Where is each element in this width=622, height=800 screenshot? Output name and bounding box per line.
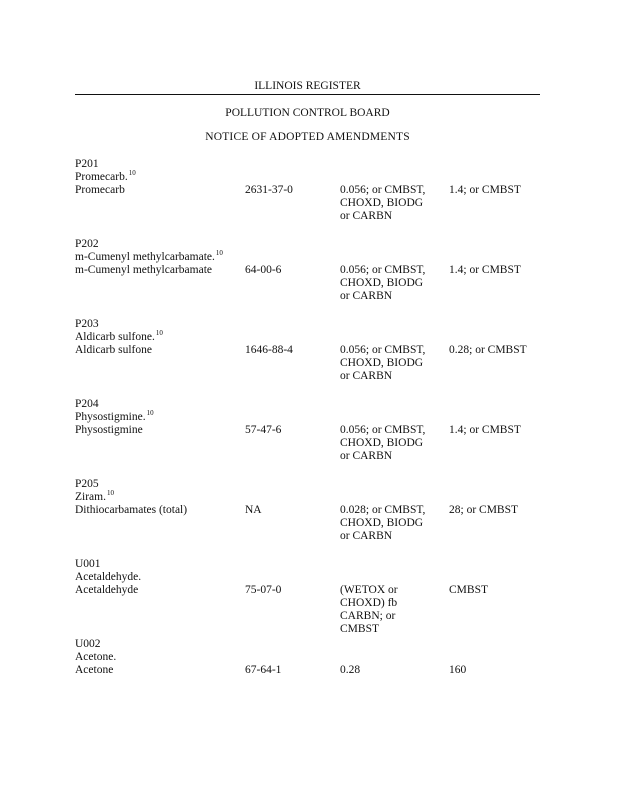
waste-code: P204 bbox=[75, 398, 99, 410]
wastewater-standard-line: or CARBN bbox=[340, 370, 393, 382]
waste-code: U002 bbox=[75, 638, 101, 650]
cas-number: 67-64-1 bbox=[245, 664, 282, 676]
wastewater-standard bbox=[340, 664, 450, 677]
notice-title: NOTICE OF ADOPTED AMENDMENTS bbox=[205, 131, 410, 143]
wastewater-standard-line: 0.056; or CMBST, bbox=[340, 424, 426, 436]
nonwastewater-standard: 160 bbox=[449, 664, 467, 676]
cas-number: 64-00-6 bbox=[245, 264, 282, 276]
waste-code-entry bbox=[75, 478, 555, 558]
constituent-row bbox=[75, 664, 555, 716]
waste-code-entry bbox=[75, 158, 555, 238]
wastewater-standard bbox=[340, 584, 450, 636]
cas-number: 75-07-0 bbox=[245, 584, 282, 596]
footnote-marker: 10 bbox=[146, 409, 154, 417]
constituent-row bbox=[75, 184, 555, 236]
waste-code-list bbox=[75, 158, 555, 718]
waste-description bbox=[75, 251, 555, 264]
constituent-name: Acetaldehyde bbox=[75, 584, 139, 596]
waste-code-entry bbox=[75, 558, 555, 638]
nonwastewater-standard: 1.4; or CMBST bbox=[449, 184, 521, 196]
register-title: ILLINOIS REGISTER bbox=[254, 80, 361, 92]
wastewater-standard-line: CHOXD, BIODG bbox=[340, 357, 424, 369]
cas-number: 57-47-6 bbox=[245, 424, 282, 436]
footnote-marker: 10 bbox=[155, 329, 163, 337]
footnote-marker: 10 bbox=[215, 249, 223, 257]
waste-description-text: Physostigmine. bbox=[75, 411, 146, 423]
waste-description bbox=[75, 571, 555, 584]
constituent-name: Acetone bbox=[75, 664, 114, 676]
wastewater-standard-line: 0.28 bbox=[340, 664, 361, 676]
waste-description-text: Aldicarb sulfone. bbox=[75, 331, 155, 343]
wastewater-standard-line: 0.056; or CMBST, bbox=[340, 184, 426, 196]
wastewater-standard-line: 0.056; or CMBST, bbox=[340, 264, 426, 276]
waste-description bbox=[75, 171, 555, 184]
footnote-marker: 10 bbox=[128, 169, 136, 177]
wastewater-standard-line: or CARBN bbox=[340, 530, 393, 542]
wastewater-standard bbox=[340, 344, 450, 383]
cas-number: 1646-88-4 bbox=[245, 344, 293, 356]
waste-description-text: m-Cumenyl methylcarbamate. bbox=[75, 251, 215, 263]
nonwastewater-standard: CMBST bbox=[449, 584, 488, 596]
wastewater-standard-line: or CARBN bbox=[340, 450, 393, 462]
waste-code-entry bbox=[75, 398, 555, 478]
wastewater-standard-line: CHOXD, BIODG bbox=[340, 517, 424, 529]
cas-number: NA bbox=[245, 504, 262, 516]
constituent-row bbox=[75, 504, 555, 556]
constituent-name: Aldicarb sulfone bbox=[75, 344, 152, 356]
wastewater-standard-line: CHOXD, BIODG bbox=[340, 197, 424, 209]
wastewater-standard-line: (WETOX or bbox=[340, 584, 398, 596]
waste-description-text: Acetaldehyde. bbox=[75, 571, 142, 583]
waste-code: P203 bbox=[75, 318, 99, 330]
wastewater-standard-line: 0.056; or CMBST, bbox=[340, 344, 426, 356]
waste-description-text: Acetone. bbox=[75, 651, 117, 663]
register-header bbox=[75, 80, 540, 95]
wastewater-standard-line: CHOXD) fb bbox=[340, 597, 398, 609]
constituent-name: m-Cumenyl methylcarbamate bbox=[75, 264, 212, 276]
footnote-marker: 10 bbox=[106, 489, 114, 497]
waste-code-entry bbox=[75, 318, 555, 398]
waste-code-entry bbox=[75, 638, 555, 718]
wastewater-standard bbox=[340, 424, 450, 463]
nonwastewater-standard: 1.4; or CMBST bbox=[449, 264, 521, 276]
constituent-row bbox=[75, 424, 555, 476]
waste-code-entry bbox=[75, 238, 555, 318]
wastewater-standard-line: or CARBN bbox=[340, 290, 393, 302]
constituent-name: Promecarb bbox=[75, 184, 125, 196]
board-name: POLLUTION CONTROL BOARD bbox=[225, 107, 390, 119]
wastewater-standard-line: CARBN; or bbox=[340, 610, 396, 622]
waste-description-text: Promecarb. bbox=[75, 171, 128, 183]
nonwastewater-standard: 1.4; or CMBST bbox=[449, 424, 521, 436]
waste-description bbox=[75, 651, 555, 664]
wastewater-standard-line: 0.028; or CMBST, bbox=[340, 504, 426, 516]
wastewater-standard-line: or CARBN bbox=[340, 210, 393, 222]
nonwastewater-standard: 0.28; or CMBST bbox=[449, 344, 527, 356]
constituent-name: Physostigmine bbox=[75, 424, 143, 436]
waste-code: P201 bbox=[75, 158, 99, 170]
waste-description bbox=[75, 411, 555, 424]
cas-number: 2631-37-0 bbox=[245, 184, 293, 196]
wastewater-standard-line: CMBST bbox=[340, 623, 379, 635]
constituent-row bbox=[75, 344, 555, 396]
waste-code: P205 bbox=[75, 478, 99, 490]
waste-description-text: Ziram. bbox=[75, 491, 106, 503]
nonwastewater-standard: 28; or CMBST bbox=[449, 504, 519, 516]
constituent-row bbox=[75, 584, 555, 636]
wastewater-standard bbox=[340, 264, 450, 303]
wastewater-standard-line: CHOXD, BIODG bbox=[340, 277, 424, 289]
constituent-name: Dithiocarbamates (total) bbox=[75, 504, 188, 516]
waste-description bbox=[75, 491, 555, 504]
wastewater-standard bbox=[340, 504, 450, 543]
waste-code: U001 bbox=[75, 558, 101, 570]
waste-code: P202 bbox=[75, 238, 99, 250]
waste-description bbox=[75, 331, 555, 344]
wastewater-standard-line: CHOXD, BIODG bbox=[340, 437, 424, 449]
wastewater-standard bbox=[340, 184, 450, 223]
constituent-row bbox=[75, 264, 555, 316]
